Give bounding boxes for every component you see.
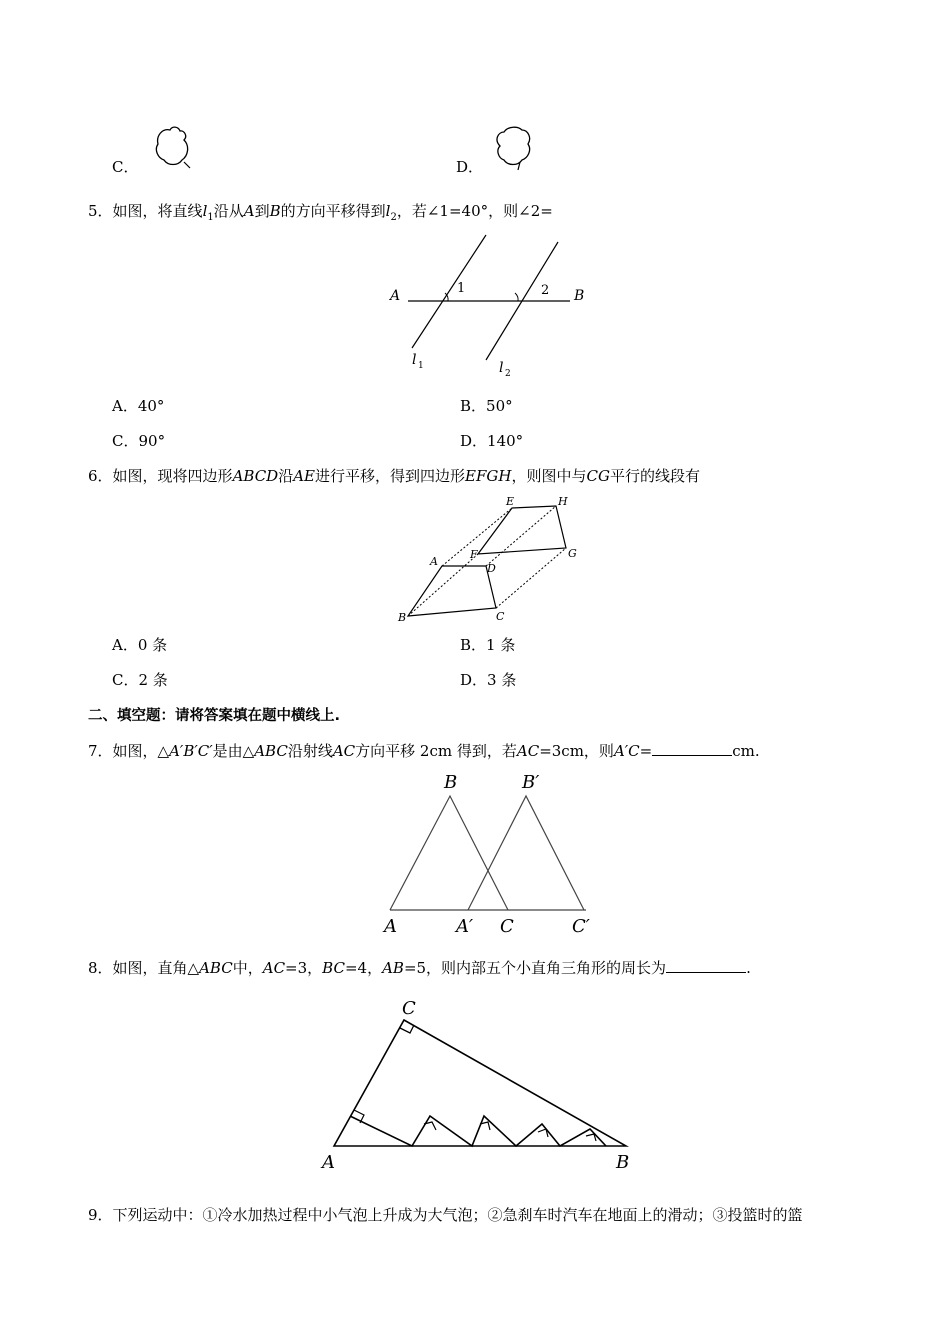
q8-right-angle-mark	[480, 1122, 490, 1130]
q6-quad-abcd	[408, 566, 496, 616]
q8-stem	[88, 958, 751, 978]
q8-ab: AB	[382, 959, 404, 977]
q5-text: 如图，将直线	[112, 202, 203, 220]
q8-right-angle-mark	[586, 1134, 596, 1141]
q6-fig-e: E	[506, 495, 515, 508]
q6-cg: CG	[586, 467, 610, 485]
q6-seg-bf	[408, 554, 478, 616]
q7-fig-ap: A′	[456, 916, 474, 937]
q6-seg-cg	[496, 548, 566, 608]
q7-triangle-apbpcp	[468, 796, 584, 910]
q6-text: 平行的线段有	[609, 467, 700, 485]
q6-option-b: B．1 条	[460, 636, 516, 654]
q6-text: 如图，现将四边形	[112, 467, 233, 485]
q4-option-c-leaf-figure	[148, 122, 198, 174]
q8-text: .	[746, 959, 751, 977]
q5-l1-sub: 1	[207, 212, 214, 223]
q7-tri2: ABC	[254, 742, 288, 760]
q6-option-a: A．0 条	[112, 636, 168, 654]
q7-text: 如图，△	[112, 742, 170, 760]
q8-right-angle-mark	[424, 1122, 436, 1130]
q7-apc: A′C	[613, 742, 640, 760]
q7-ac: AC	[332, 742, 356, 760]
q7-ac2: AC	[516, 742, 540, 760]
q4-option-c-label: C．	[112, 158, 139, 176]
q8-answer-blank[interactable]	[666, 958, 746, 973]
q6-quad-efgh	[478, 506, 566, 554]
q7-text: =	[639, 742, 653, 760]
q7-answer-blank[interactable]	[652, 741, 732, 756]
q5-fig-l2: l	[499, 360, 504, 376]
q6-option-c: C．2 条	[112, 671, 168, 689]
q8-abc: ABC	[199, 959, 233, 977]
q5-option-c: C．90°	[112, 432, 166, 450]
q5-angle2-arc	[515, 293, 518, 301]
q5-fig-b: B	[574, 288, 585, 304]
q7-text: 沿射线	[287, 742, 333, 760]
q8-text: =3，	[285, 959, 323, 977]
q7-text: 方向平移 2cm 得到，若	[355, 742, 517, 760]
q6-option-d: D．3 条	[460, 671, 517, 689]
q4-option-c	[112, 157, 138, 177]
q5-fig-l2-sub: 2	[505, 369, 511, 379]
q8-text: =4，	[344, 959, 383, 977]
q7-fig-bp: B′	[522, 772, 540, 793]
q5-option-b: B．50°	[460, 397, 513, 415]
q5-option-d: D．140°	[460, 432, 524, 450]
q8-right-angle-c	[400, 1025, 414, 1033]
q8-bc: BC	[322, 959, 345, 977]
q4-option-d-leaf-figure	[490, 122, 540, 174]
q5-stem	[88, 201, 553, 228]
q6-fig-h: H	[558, 495, 568, 508]
q6-number: 6．	[88, 467, 113, 485]
q8-text: 中，	[232, 959, 263, 977]
q6-fig-g: G	[568, 547, 577, 560]
q5-option-a: A．40°	[112, 397, 165, 415]
q7-fig-c: C	[500, 916, 514, 937]
q5-point-a: A	[243, 202, 255, 220]
q7-fig-a: A	[384, 916, 397, 937]
q5-l2: l	[385, 202, 391, 220]
q6-figure	[390, 492, 590, 627]
q6-fig-f: F	[470, 548, 478, 561]
q7-triangle-abc	[390, 796, 508, 910]
q7-tri1: A′B′C′	[169, 742, 213, 760]
q9-number: 9．	[88, 1206, 113, 1224]
q8-fig-b: B	[616, 1152, 630, 1173]
q5-l1: l	[202, 202, 208, 220]
q6-text: 进行平移，得到四边形	[315, 467, 466, 485]
q5-point-b: B	[269, 202, 281, 220]
q7-stem	[88, 741, 760, 761]
q5-fig-1: 1	[457, 281, 466, 296]
q8-right-angle-mark	[538, 1129, 548, 1137]
q6-fig-a: A	[430, 555, 438, 568]
q6-seg-dh	[486, 506, 556, 566]
q6-fig-d: D	[487, 562, 496, 575]
q5-l2-sub: 2	[390, 212, 397, 223]
q6-fig-c: C	[496, 610, 505, 623]
q5-fig-l1: l	[412, 352, 417, 368]
q8-text: 如图，直角△	[112, 959, 200, 977]
q4-option-d-label: D．	[456, 158, 484, 176]
q6-abcd: ABCD	[232, 467, 279, 485]
q5-fig-a: A	[390, 288, 401, 304]
q7-text: =3cm，则	[539, 742, 614, 760]
q7-text: 是由△	[212, 742, 255, 760]
q5-number: 5．	[88, 202, 113, 220]
q5-figure	[380, 228, 600, 383]
q5-fig-l1-sub: 1	[418, 361, 424, 371]
q5-text: ，若∠1=40°，则∠2=	[396, 202, 553, 220]
q6-text: ，则图中与	[511, 467, 587, 485]
q9-stem	[88, 1205, 803, 1225]
q7-number: 7．	[88, 742, 113, 760]
q8-fig-a: A	[322, 1152, 335, 1173]
q7-text: cm.	[732, 742, 760, 760]
q8-fig-c: C	[402, 998, 416, 1019]
q4-option-d	[456, 157, 483, 177]
q7-fig-cp: C′	[572, 916, 590, 937]
q8-number: 8．	[88, 959, 113, 977]
q8-inner-triangles	[350, 1116, 606, 1146]
q5-line-l1	[412, 235, 486, 348]
q6-fig-b: B	[398, 611, 407, 624]
q7-figure	[378, 766, 598, 938]
q7-fig-b: B	[444, 772, 458, 793]
q6-efgh: EFGH	[465, 467, 512, 485]
q5-text: 的方向平移得到	[280, 202, 386, 220]
q8-text: =5，则内部五个小直角三角形的周长为	[403, 959, 667, 977]
q5-text: 到	[254, 202, 270, 220]
q9-text: 下列运动中：①冷水加热过程中小气泡上升成为大气泡；②急刹车时汽车在地面上的滑动；③投篮时的篮	[112, 1206, 803, 1224]
q6-ae: AE	[293, 467, 316, 485]
q6-text: 沿	[278, 467, 294, 485]
q5-text: 沿从	[213, 202, 244, 220]
q5-fig-2: 2	[541, 283, 550, 298]
q8-ac: AC	[262, 959, 286, 977]
section2-title: 二、填空题：请将答案填在题中横线上.	[88, 708, 341, 724]
q6-stem	[88, 466, 700, 486]
q8-figure	[320, 992, 640, 1174]
